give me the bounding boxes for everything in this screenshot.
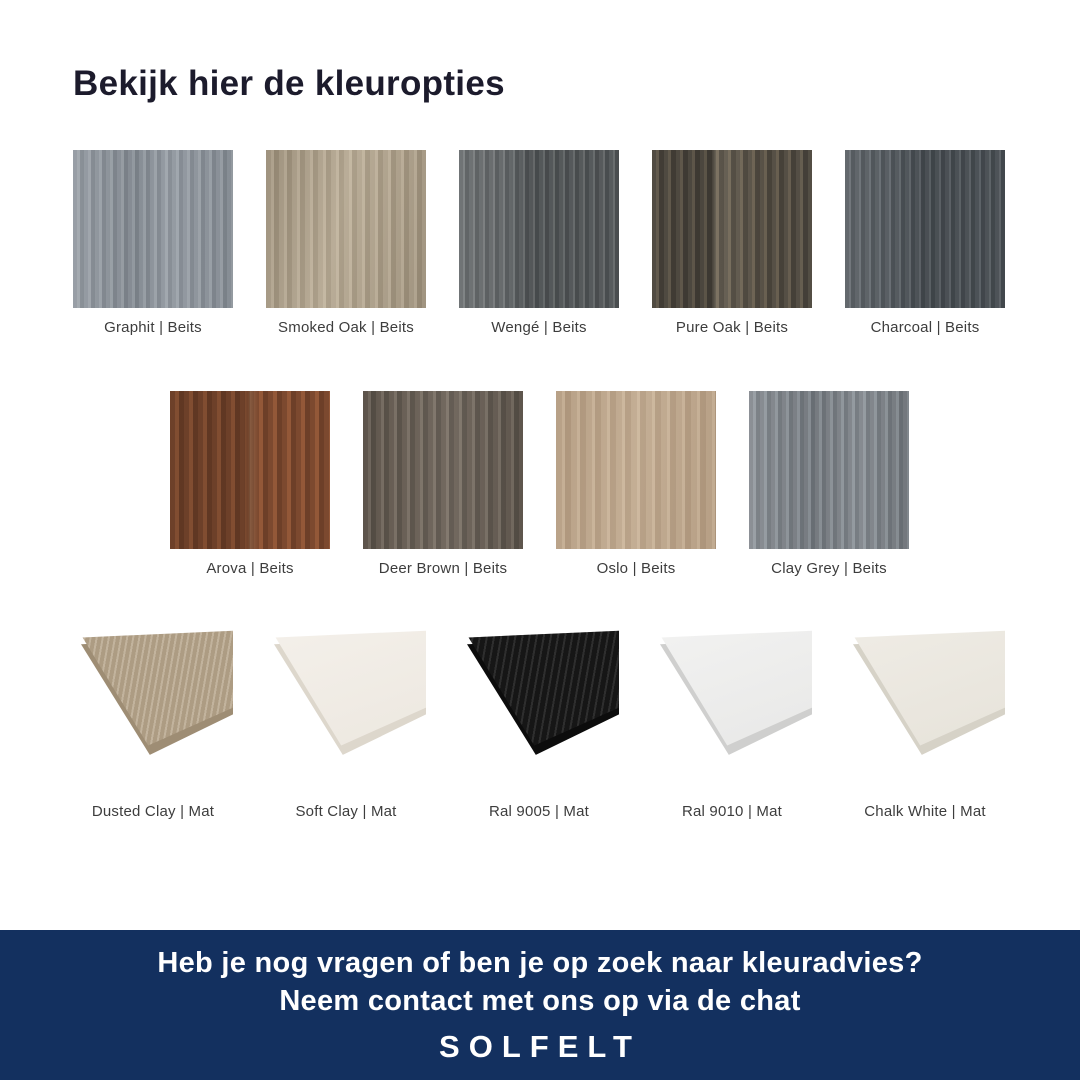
wood-swatch-image-smoked-oak	[266, 150, 426, 308]
swatch-label: Ral 9010 | Mat	[681, 803, 783, 820]
wood-swatch-image-pure-oak	[652, 150, 812, 308]
color-tile-graphit	[73, 150, 233, 336]
swatch-label: Deer Brown | Beits	[378, 560, 508, 577]
swatch-label: Soft Clay | Mat	[295, 803, 397, 820]
brand-logo-text: SOLFELT	[439, 1029, 641, 1064]
panel-photo-soft-clay	[266, 628, 426, 763]
swatch-label: Charcoal | Beits	[870, 319, 980, 336]
panel-face	[266, 628, 426, 763]
beits-swatch-row-1	[73, 150, 1005, 336]
panel-face	[459, 628, 619, 763]
swatch-label: Wengé | Beits	[491, 319, 587, 336]
footer-question-line: Heb je nog vragen of ben je op zoek naar kleuradvies?	[157, 947, 923, 979]
color-tile-arova	[170, 391, 330, 577]
color-tile-smoked-oak	[266, 150, 426, 336]
wood-swatch-image-charcoal	[845, 150, 1005, 308]
color-tile-wenge	[459, 150, 619, 336]
swatch-label: Dusted Clay | Mat	[91, 803, 215, 820]
panel-face	[845, 628, 1005, 763]
color-tile-deer-brown	[363, 391, 523, 577]
page-title: Bekijk hier de kleuropties	[73, 64, 505, 103]
color-tile-ral-9010	[652, 628, 812, 820]
wood-swatch-image-arova	[170, 391, 330, 549]
color-tile-ral-9005	[459, 628, 619, 820]
swatch-label: Oslo | Beits	[596, 560, 676, 577]
swatch-label: Pure Oak | Beits	[675, 319, 789, 336]
panel-photo-dusted-clay	[73, 628, 233, 763]
panel-photo-ral-9010	[652, 628, 812, 763]
swatch-label: Clay Grey | Beits	[771, 560, 887, 577]
swatch-label: Chalk White | Mat	[864, 803, 986, 820]
color-tile-oslo	[556, 391, 716, 577]
mat-swatch-row	[73, 628, 1005, 820]
color-tile-chalk-white	[845, 628, 1005, 820]
color-tile-pure-oak	[652, 150, 812, 336]
footer-contact-line: Neem contact met ons op via de chat	[279, 985, 801, 1017]
wood-swatch-image-oslo	[556, 391, 716, 549]
footer-banner	[0, 930, 1080, 1080]
wood-swatch-image-deer-brown	[363, 391, 523, 549]
color-tile-charcoal	[845, 150, 1005, 336]
swatch-label: Arova | Beits	[206, 560, 294, 577]
beits-swatch-row-2	[170, 391, 909, 577]
color-tile-soft-clay	[266, 628, 426, 820]
panel-face	[73, 628, 233, 763]
swatch-label: Ral 9005 | Mat	[488, 803, 590, 820]
color-tile-dusted-clay	[73, 628, 233, 820]
swatch-label: Smoked Oak | Beits	[278, 319, 414, 336]
wood-swatch-image-graphit	[73, 150, 233, 308]
panel-photo-chalk-white	[845, 628, 1005, 763]
panel-photo-ral-9005	[459, 628, 619, 763]
panel-face	[652, 628, 812, 763]
color-tile-clay-grey	[749, 391, 909, 577]
swatch-label: Graphit | Beits	[104, 319, 202, 336]
wood-swatch-image-wenge	[459, 150, 619, 308]
wood-swatch-image-clay-grey	[749, 391, 909, 549]
